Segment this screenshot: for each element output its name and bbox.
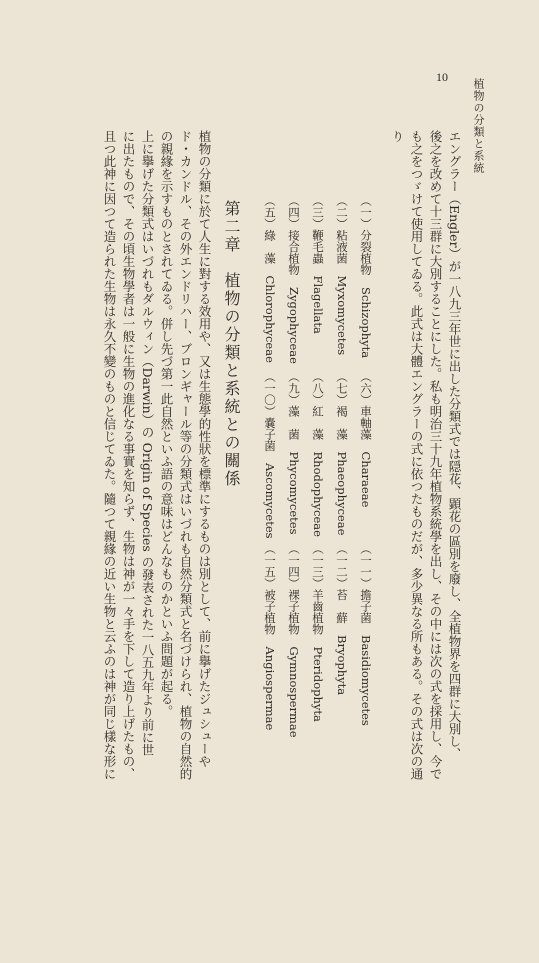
list-item: （一〇）嚢子菌 Ascomycetes <box>263 371 277 539</box>
text-line: エングラー（Engler）が一八九三年世に出した分類式では隠花、顕花の區別を廢し、全植物界を四群に大別し、 <box>447 130 462 761</box>
list-item: （八）紅 藻 Rhodophyceae <box>311 371 325 537</box>
list-item: （一二）苔 蘚 Bryophyta <box>335 543 349 696</box>
list-item: （一四）裸子植物 Gymnospermae <box>287 543 301 738</box>
list-item: （六）車軸藻 Charaeae <box>359 371 373 508</box>
list-item: （一五）被子植物 Angiospermae <box>263 543 277 731</box>
body-paragraph <box>44 130 214 790</box>
running-header: 植物の分類と系統 <box>472 78 485 174</box>
list-item: （九）藻 菌 Phycomycetes <box>287 371 301 535</box>
list-item: （一）分裂植物 Schizophyta <box>359 195 373 359</box>
text-line: 後之を改めて十三群に大別することにした。私も明治三十九年植物系統學を出し、その中には次の式を採用し、今で <box>428 130 443 780</box>
text-line: も之をつゞけて使用してゐる。此式は大體エングラーの式に依つたものだが、多少異なる所もある。その式は次の通 <box>409 130 424 780</box>
list-item: （二）粘液菌 Myxomycetes <box>335 195 349 356</box>
chapter-title: 第二章 植物の分類と系統との關係 <box>222 200 241 488</box>
list-item: （三）鞭毛蟲 Flagellata <box>311 195 325 334</box>
intro-paragraph <box>390 130 464 790</box>
list-item: （七）褐 藻 Phaeophyceae <box>335 371 349 536</box>
list-item: （五）綠 藻 Chlorophyceae <box>263 195 277 363</box>
text-line: ド・カンドル、その外エンドリハー、ブロンギャール等の分類式はいづれも自然分類式と名づけられ、植物の自然的 <box>178 130 193 780</box>
text-line: り <box>390 130 405 143</box>
text-line: 上に擧げた分類式はいづれもダルウィン（Darwin）の Origin of Species の發表された一八五九年より前に世 <box>140 130 155 756</box>
text-line: の親緣を示すものとされてゐる。併し先づ第一此自然といふ語の意味はどんなものかといふ問題が起る。 <box>159 130 174 718</box>
list-item: （一一）擔子菌 Basidiomycetes <box>359 543 373 726</box>
text-line: 且つ此神に因つて造られた生物は永久不變のものと信じてゐた。隨つて親緣の近い生物と云ふのは神が同じ樣な形に <box>102 130 117 780</box>
page-number: 10 <box>436 70 448 84</box>
list-item: （四）接合植物 Zygophyceae <box>287 195 301 364</box>
text-line: に出たもので、その頃生物學者は一般に生物の進化なる事實を知らず、生物は神が一々手を下して造り上げたもの、 <box>121 130 136 780</box>
text-line: 植物の分類に於て人生に對する效用や、又は生態學的性狀を標準にするものは別として、前に擧げたジュシューや <box>197 130 212 768</box>
classification-list <box>250 195 386 738</box>
list-item: （一三）羊齒植物 Pteridophyta <box>311 543 325 722</box>
list-column <box>250 543 376 963</box>
